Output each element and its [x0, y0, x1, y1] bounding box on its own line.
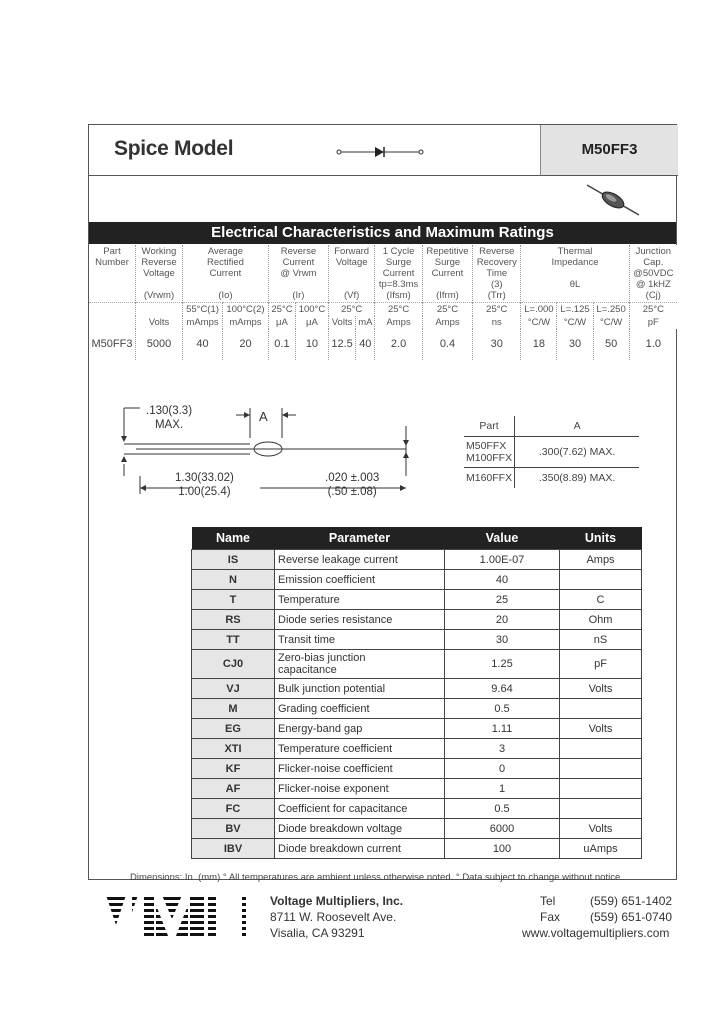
- table-row: [192, 550, 642, 570]
- param-desc: Emission coefficient: [275, 570, 445, 590]
- header-part-box: [540, 125, 678, 176]
- tel-number: (559) 651-1402: [590, 894, 673, 908]
- spice-header: Units: [560, 527, 642, 550]
- param-units: Volts: [560, 719, 642, 739]
- param-name: EG: [192, 719, 275, 739]
- spice-header: Name: [192, 527, 275, 550]
- param-value: 1.00E-07: [445, 550, 560, 570]
- col-thermal: Thermal Impedance θL: [521, 245, 629, 303]
- param-units: Volts: [560, 819, 642, 839]
- data-cell: 30: [557, 329, 593, 360]
- table-row: [192, 610, 642, 630]
- param-value: 0: [445, 759, 560, 779]
- data-cell: 1.0: [629, 329, 677, 360]
- table-row: [192, 819, 642, 839]
- table-row: [192, 630, 642, 650]
- spice-header: Value: [445, 527, 560, 550]
- data-cell: 50: [593, 329, 629, 360]
- table-row: [192, 759, 642, 779]
- unit-cell: °C/W: [557, 316, 593, 329]
- param-units: uAmps: [560, 839, 642, 859]
- param-value: 30: [445, 630, 560, 650]
- param-desc: Grading coefficient: [275, 699, 445, 719]
- unit-cell: °C/W: [521, 316, 557, 329]
- part-a-table: [464, 416, 639, 488]
- data-cell: 5000: [136, 329, 183, 360]
- cond-cell: L=.000: [521, 303, 557, 317]
- cond-cell: L=.250: [593, 303, 629, 317]
- table-row: [192, 570, 642, 590]
- company-street: 8711 W. Roosevelt Ave.: [270, 910, 397, 924]
- param-units: C: [560, 590, 642, 610]
- page-title: Spice Model: [114, 137, 234, 160]
- dim-a-label: A: [259, 409, 268, 424]
- dim-length: 1.30(33.02) 1.00(25.4): [175, 472, 234, 498]
- table-row: [192, 719, 642, 739]
- cond-cell: 25°C: [328, 303, 375, 317]
- company-city: Visalia, CA 93291: [270, 926, 365, 940]
- param-value: 9.64: [445, 679, 560, 699]
- unit-cell: mAmps: [183, 316, 223, 329]
- param-value: 40: [445, 570, 560, 590]
- param-name: RS: [192, 610, 275, 630]
- param-desc: Diode breakdown current: [275, 839, 445, 859]
- param-desc: Temperature coefficient: [275, 739, 445, 759]
- col-cj: Junction Cap. @50VDC @ 1kHZ (Cj): [629, 245, 677, 303]
- param-units: Amps: [560, 550, 642, 570]
- table-row: [192, 679, 642, 699]
- param-desc: Temperature: [275, 590, 445, 610]
- param-desc: Energy-band gap: [275, 719, 445, 739]
- data-cell: 30: [473, 329, 521, 360]
- param-name: IS: [192, 550, 275, 570]
- spice-table: [191, 527, 642, 859]
- param-name: FC: [192, 799, 275, 819]
- table-row: [192, 699, 642, 719]
- part-a-header: A: [515, 416, 640, 437]
- part-a-cell: M160FFX: [464, 468, 515, 489]
- data-cell: 2.0: [375, 329, 422, 360]
- data-cell: 10: [295, 329, 328, 360]
- col-io: Average Rectified Current (Io): [183, 245, 269, 303]
- col-vrwm: Working Reverse Voltage (Vrwm): [136, 245, 183, 303]
- cond-cell: L=.125: [557, 303, 593, 317]
- param-units: Ohm: [560, 610, 642, 630]
- cond-cell: 100°C: [295, 303, 328, 317]
- vmi-logo: [92, 895, 252, 941]
- table-row: [192, 839, 642, 859]
- param-value: 1.25: [445, 650, 560, 679]
- tel-label: Tel: [540, 894, 556, 908]
- param-units: [560, 779, 642, 799]
- param-units: [560, 799, 642, 819]
- unit-cell: μA: [268, 316, 295, 329]
- dim-body-diameter: .130(3.3) MAX.: [146, 405, 193, 431]
- fax-number: (559) 651-0740: [590, 910, 673, 924]
- col-part: Part Number: [89, 245, 136, 303]
- header-left: [89, 125, 540, 176]
- unit-cell: ns: [473, 316, 521, 329]
- data-cell: 40: [183, 329, 223, 360]
- company-name: Voltage Multipliers, Inc.: [270, 894, 404, 908]
- param-name: CJ0: [192, 650, 275, 679]
- param-value: 100: [445, 839, 560, 859]
- part-a-cell: M50FFX M100FFX: [464, 437, 515, 468]
- param-value: 25: [445, 590, 560, 610]
- param-desc: Coefficient for capacitance: [275, 799, 445, 819]
- param-name: AF: [192, 779, 275, 799]
- data-cell: 12.5: [328, 329, 355, 360]
- data-cell: 0.1: [268, 329, 295, 360]
- fax-label: Fax: [540, 910, 561, 924]
- param-units: Volts: [560, 679, 642, 699]
- cond-cell: [89, 303, 136, 317]
- param-value: 0.5: [445, 799, 560, 819]
- param-desc: Zero-bias junction capacitance: [275, 650, 445, 679]
- unit-cell: μA: [295, 316, 328, 329]
- cond-cell: 25°C: [375, 303, 422, 317]
- cond-cell: 25°C: [473, 303, 521, 317]
- col-ifrm: Repetitive Surge Current (Ifrm): [422, 245, 473, 303]
- param-desc: Flicker-noise coefficient: [275, 759, 445, 779]
- unit-cell: °C/W: [593, 316, 629, 329]
- param-name: TT: [192, 630, 275, 650]
- param-name: BV: [192, 819, 275, 839]
- company-contact: [510, 893, 672, 941]
- part-a-header: Part: [464, 416, 515, 437]
- cond-cell: [136, 303, 183, 317]
- param-name: N: [192, 570, 275, 590]
- diode-symbol-icon: [335, 145, 425, 159]
- col-ir: Reverse Current @ Vrwm (Ir): [268, 245, 328, 303]
- param-desc: Transit time: [275, 630, 445, 650]
- param-units: nS: [560, 630, 642, 650]
- param-units: pF: [560, 650, 642, 679]
- param-value: 6000: [445, 819, 560, 839]
- table-row: [192, 799, 642, 819]
- section-band: Electrical Characteristics and Maximum Ratings: [89, 222, 676, 244]
- spice-header: Parameter: [275, 527, 445, 550]
- data-cell: 20: [223, 329, 269, 360]
- unit-cell: pF: [629, 316, 677, 329]
- param-units: [560, 759, 642, 779]
- param-units: [560, 699, 642, 719]
- unit-cell: Volts: [136, 316, 183, 329]
- website-link[interactable]: www.voltagemultipliers.com: [522, 926, 670, 940]
- dim-lead-diameter: .020 ±.003 (.50 ±.08): [325, 472, 380, 498]
- cond-cell: 100°C(2): [223, 303, 269, 317]
- table-row: [192, 650, 642, 679]
- table-row: [192, 779, 642, 799]
- col-ifsm: 1 Cycle Surge Current tp=8.3ms (Ifsm): [375, 245, 422, 303]
- table-row: [192, 590, 642, 610]
- param-value: 1: [445, 779, 560, 799]
- param-desc: Flicker-noise exponent: [275, 779, 445, 799]
- part-a-cell: .350(8.89) MAX.: [538, 472, 616, 484]
- unit-cell: Amps: [375, 316, 422, 329]
- unit-cell: mAmps: [223, 316, 269, 329]
- param-name: KF: [192, 759, 275, 779]
- cond-cell: 25°C: [422, 303, 473, 317]
- cond-cell: 25°C: [629, 303, 677, 317]
- param-desc: Diode breakdown voltage: [275, 819, 445, 839]
- data-cell: 0.4: [422, 329, 473, 360]
- diode-package-icon: [585, 179, 641, 219]
- param-desc: Reverse leakage current: [275, 550, 445, 570]
- param-desc: Diode series resistance: [275, 610, 445, 630]
- unit-cell: mA: [356, 316, 375, 329]
- col-vf: Forward Voltage (Vf): [328, 245, 375, 303]
- cond-cell: 25°C: [268, 303, 295, 317]
- electrical-table: [89, 245, 677, 360]
- param-name: VJ: [192, 679, 275, 699]
- table-row: [192, 739, 642, 759]
- param-name: M: [192, 699, 275, 719]
- unit-cell: Amps: [422, 316, 473, 329]
- data-cell: M50FF3: [91, 338, 133, 350]
- param-value: 0.5: [445, 699, 560, 719]
- part-number: M50FF3: [581, 141, 638, 158]
- param-value: 3: [445, 739, 560, 759]
- company-address: [270, 893, 403, 941]
- table-row: [89, 329, 677, 360]
- part-a-cell: .300(7.62) MAX.: [515, 437, 640, 468]
- param-name: XTI: [192, 739, 275, 759]
- param-value: 20: [445, 610, 560, 630]
- data-cell: 18: [521, 329, 557, 360]
- param-desc: Bulk junction potential: [275, 679, 445, 699]
- col-trr: Reverse Recovery Time (3) (Trr): [473, 245, 521, 303]
- cond-cell: 55°C(1): [183, 303, 223, 317]
- footnote: Dimensions: In. (mm) ° All temperatures are ambient unless otherwise noted. ° Data subject to change without notice.: [130, 872, 623, 883]
- param-units: [560, 570, 642, 590]
- unit-cell: Volts: [328, 316, 355, 329]
- param-name: T: [192, 590, 275, 610]
- unit-cell: [89, 316, 136, 329]
- data-cell: 40: [356, 329, 375, 360]
- param-name: IBV: [192, 839, 275, 859]
- param-units: [560, 739, 642, 759]
- param-value: 1.11: [445, 719, 560, 739]
